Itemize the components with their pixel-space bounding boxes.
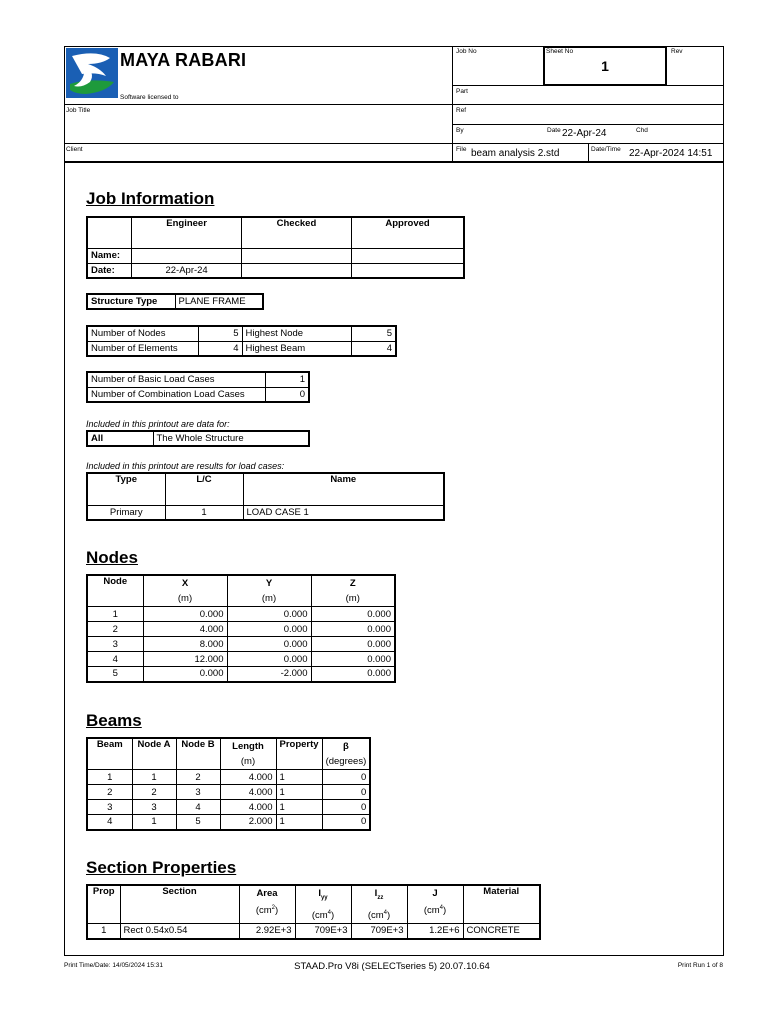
- iyy-header: $I_{yy}$: [318, 888, 328, 901]
- table-row: [87, 770, 370, 785]
- node-id: 2: [87, 622, 143, 637]
- material-header: Material: [463, 885, 540, 924]
- j-header: J: [432, 888, 438, 899]
- beam-node-b: 3: [176, 785, 220, 800]
- beta-header: β: [343, 741, 349, 752]
- table-row: [87, 667, 395, 682]
- node-z: 0.000: [311, 652, 395, 667]
- approved-header: Approved: [352, 217, 464, 248]
- prop-header: Prop: [87, 885, 120, 924]
- beam-node-a: 1: [132, 770, 176, 785]
- beam-id: 1: [87, 770, 132, 785]
- company-name: MAYA RABARI: [120, 50, 247, 70]
- counts-table: [86, 325, 397, 357]
- y-unit: (m): [261, 593, 277, 604]
- lc-number: 1: [165, 505, 243, 520]
- section-j: 1.2E+6: [407, 924, 463, 939]
- beam-length: 4.000: [220, 785, 276, 800]
- job-info-table: [86, 216, 465, 279]
- name-label: Name:: [87, 248, 132, 263]
- table-row: [87, 652, 395, 667]
- included-data-table: [86, 430, 310, 447]
- beam-length: 4.000: [220, 770, 276, 785]
- beam-node-a: 2: [132, 785, 176, 800]
- area-header: Area: [256, 888, 278, 899]
- x-header: X: [181, 578, 189, 589]
- beam-property: 1: [276, 770, 322, 785]
- all-label: All: [87, 431, 153, 446]
- licensed-label: Software licensed to: [120, 94, 179, 101]
- file-label: File: [456, 146, 467, 153]
- section-area: 2.92E+3: [239, 924, 295, 939]
- node-y: 0.000: [227, 652, 311, 667]
- date-value: 22-Apr-24: [562, 128, 607, 139]
- beam-property: 1: [276, 800, 322, 815]
- y-header: Y: [265, 578, 273, 589]
- date-label: Date: [547, 127, 561, 134]
- lc-type-header: Type: [87, 473, 165, 505]
- node-header: Node: [87, 575, 143, 607]
- beam-id: 3: [87, 800, 132, 815]
- izz-unit: $(cm^4)$: [367, 909, 391, 922]
- beams-table: [86, 737, 371, 831]
- node-x: 8.000: [143, 637, 227, 652]
- section-izz: 709E+3: [351, 924, 407, 939]
- iyy-unit: $(cm^4)$: [311, 909, 335, 922]
- checked-header: Checked: [241, 217, 351, 248]
- section-material: CONCRETE: [463, 924, 540, 939]
- node-x: 12.000: [143, 652, 227, 667]
- table-row: [87, 800, 370, 815]
- node-y: -2.000: [227, 667, 311, 682]
- node-z: 0.000: [311, 622, 395, 637]
- beam-beta: 0: [322, 815, 370, 830]
- beam-property: 1: [276, 785, 322, 800]
- table-row: [87, 785, 370, 800]
- node-id: 1: [87, 607, 143, 622]
- beam-node-a: 3: [132, 800, 176, 815]
- whole-structure-label: The Whole Structure: [153, 431, 309, 446]
- included-results-note: Included in this printout are results for load cases:: [86, 461, 285, 471]
- engineer-header: Engineer: [132, 217, 241, 248]
- node-y: 0.000: [227, 622, 311, 637]
- izz-header: $I_{zz}$: [374, 888, 384, 901]
- load-cases-count-table: [86, 371, 310, 403]
- node-z: 0.000: [311, 607, 395, 622]
- lc-name: LOAD CASE 1: [243, 505, 444, 520]
- z-unit: (m): [345, 593, 360, 604]
- beam-id: 2: [87, 785, 132, 800]
- section-prop: 1: [87, 924, 120, 939]
- highest-beam-value: 4: [351, 341, 396, 356]
- x-unit: (m): [177, 593, 193, 604]
- table-row: [87, 622, 395, 637]
- node-id: 4: [87, 652, 143, 667]
- ref-label: Ref: [456, 107, 467, 114]
- sheet-no-label: Sheet No: [546, 48, 574, 55]
- basic-lc-value: 1: [265, 372, 309, 387]
- node-id: 5: [87, 667, 143, 682]
- node-z: 0.000: [311, 637, 395, 652]
- beam-id: 4: [87, 815, 132, 830]
- datetime-label: Date/Time: [591, 146, 621, 153]
- print-time: Print Time/Date: 14/05/2024 15:31: [64, 962, 164, 969]
- sheet-no-value: 1: [601, 58, 609, 74]
- included-data-note: Included in this printout are data for:: [86, 419, 230, 429]
- nodes-table: [86, 574, 396, 683]
- beam-beta: 0: [322, 770, 370, 785]
- node-x: 4.000: [143, 622, 227, 637]
- beam-beta: 0: [322, 785, 370, 800]
- program-version: STAAD.Pro V8i (SELECTseries 5) 20.07.10.64: [294, 961, 490, 972]
- num-nodes-value: 5: [198, 326, 242, 341]
- structure-type-label: Structure Type: [87, 294, 175, 309]
- beam-node-b: 5: [176, 815, 220, 830]
- num-elements-label: Number of Elements: [87, 341, 198, 356]
- node-id: 3: [87, 637, 143, 652]
- client-label: Client: [66, 146, 83, 153]
- section-properties-heading: Section Properties: [86, 858, 237, 877]
- job-title-label: Job Title: [66, 107, 91, 114]
- basic-lc-label: Number of Basic Load Cases: [87, 372, 265, 387]
- highest-beam-label: Highest Beam: [242, 341, 351, 356]
- section-name: Rect 0.54x0.54: [120, 924, 239, 939]
- datetime-value: 22-Apr-2024 14:51: [629, 148, 713, 159]
- date-row-label: Date:: [87, 263, 132, 278]
- rev-label: Rev: [671, 48, 683, 55]
- node-z: 0.000: [311, 667, 395, 682]
- beam-node-a: 1: [132, 815, 176, 830]
- job-information-heading: Job Information: [86, 189, 215, 208]
- node-y: 0.000: [227, 637, 311, 652]
- comb-lc-label: Number of Combination Load Cases: [87, 387, 265, 402]
- node-x: 0.000: [143, 667, 227, 682]
- comb-lc-value: 0: [265, 387, 309, 402]
- node-y: 0.000: [227, 607, 311, 622]
- property-header: Property: [276, 738, 322, 770]
- beam-node-b: 4: [176, 800, 220, 815]
- lc-lc-header: L/C: [165, 473, 243, 505]
- load-case-table: [86, 472, 445, 521]
- node-b-header: Node B: [176, 738, 220, 770]
- structure-type-value: PLANE FRAME: [175, 294, 263, 309]
- j-unit: $(cm^4)$: [423, 905, 447, 917]
- num-elements-value: 4: [198, 341, 242, 356]
- job-no-label: Job No: [456, 48, 477, 55]
- table-row: [87, 815, 370, 830]
- length-unit: (m): [240, 756, 256, 767]
- z-header: Z: [349, 578, 356, 589]
- length-header: Length: [232, 741, 264, 752]
- part-label: Part: [456, 88, 468, 95]
- section-header: Section: [120, 885, 239, 924]
- beam-header: Beam: [87, 738, 132, 770]
- file-value: beam analysis 2.std: [471, 148, 560, 159]
- node-a-header: Node A: [132, 738, 176, 770]
- area-unit: $(cm^2)$: [255, 905, 279, 917]
- section-iyy: 709E+3: [295, 924, 351, 939]
- beam-property: 1: [276, 815, 322, 830]
- table-row: [87, 607, 395, 622]
- engineer-date: 22-Apr-24: [132, 263, 241, 278]
- structure-type-table: [86, 293, 264, 310]
- nodes-heading: Nodes: [86, 548, 138, 567]
- num-nodes-label: Number of Nodes: [87, 326, 198, 341]
- table-row: [87, 637, 395, 652]
- print-run: Print Run 1 of 8: [677, 962, 723, 969]
- section-properties-table: [86, 884, 541, 940]
- beam-beta: 0: [322, 800, 370, 815]
- chd-label: Chd: [636, 127, 648, 134]
- beta-unit: (degrees): [325, 756, 367, 767]
- highest-node-value: 5: [351, 326, 396, 341]
- beam-length: 2.000: [220, 815, 276, 830]
- lc-name-header: Name: [243, 473, 444, 505]
- table-row: [87, 924, 540, 939]
- lc-type: Primary: [87, 505, 165, 520]
- by-label: By: [456, 127, 464, 134]
- beams-heading: Beams: [86, 711, 142, 730]
- beam-node-b: 2: [176, 770, 220, 785]
- beam-length: 4.000: [220, 800, 276, 815]
- node-x: 0.000: [143, 607, 227, 622]
- staad-logo-icon: [66, 48, 118, 98]
- highest-node-label: Highest Node: [242, 326, 351, 341]
- table-row: [87, 505, 444, 520]
